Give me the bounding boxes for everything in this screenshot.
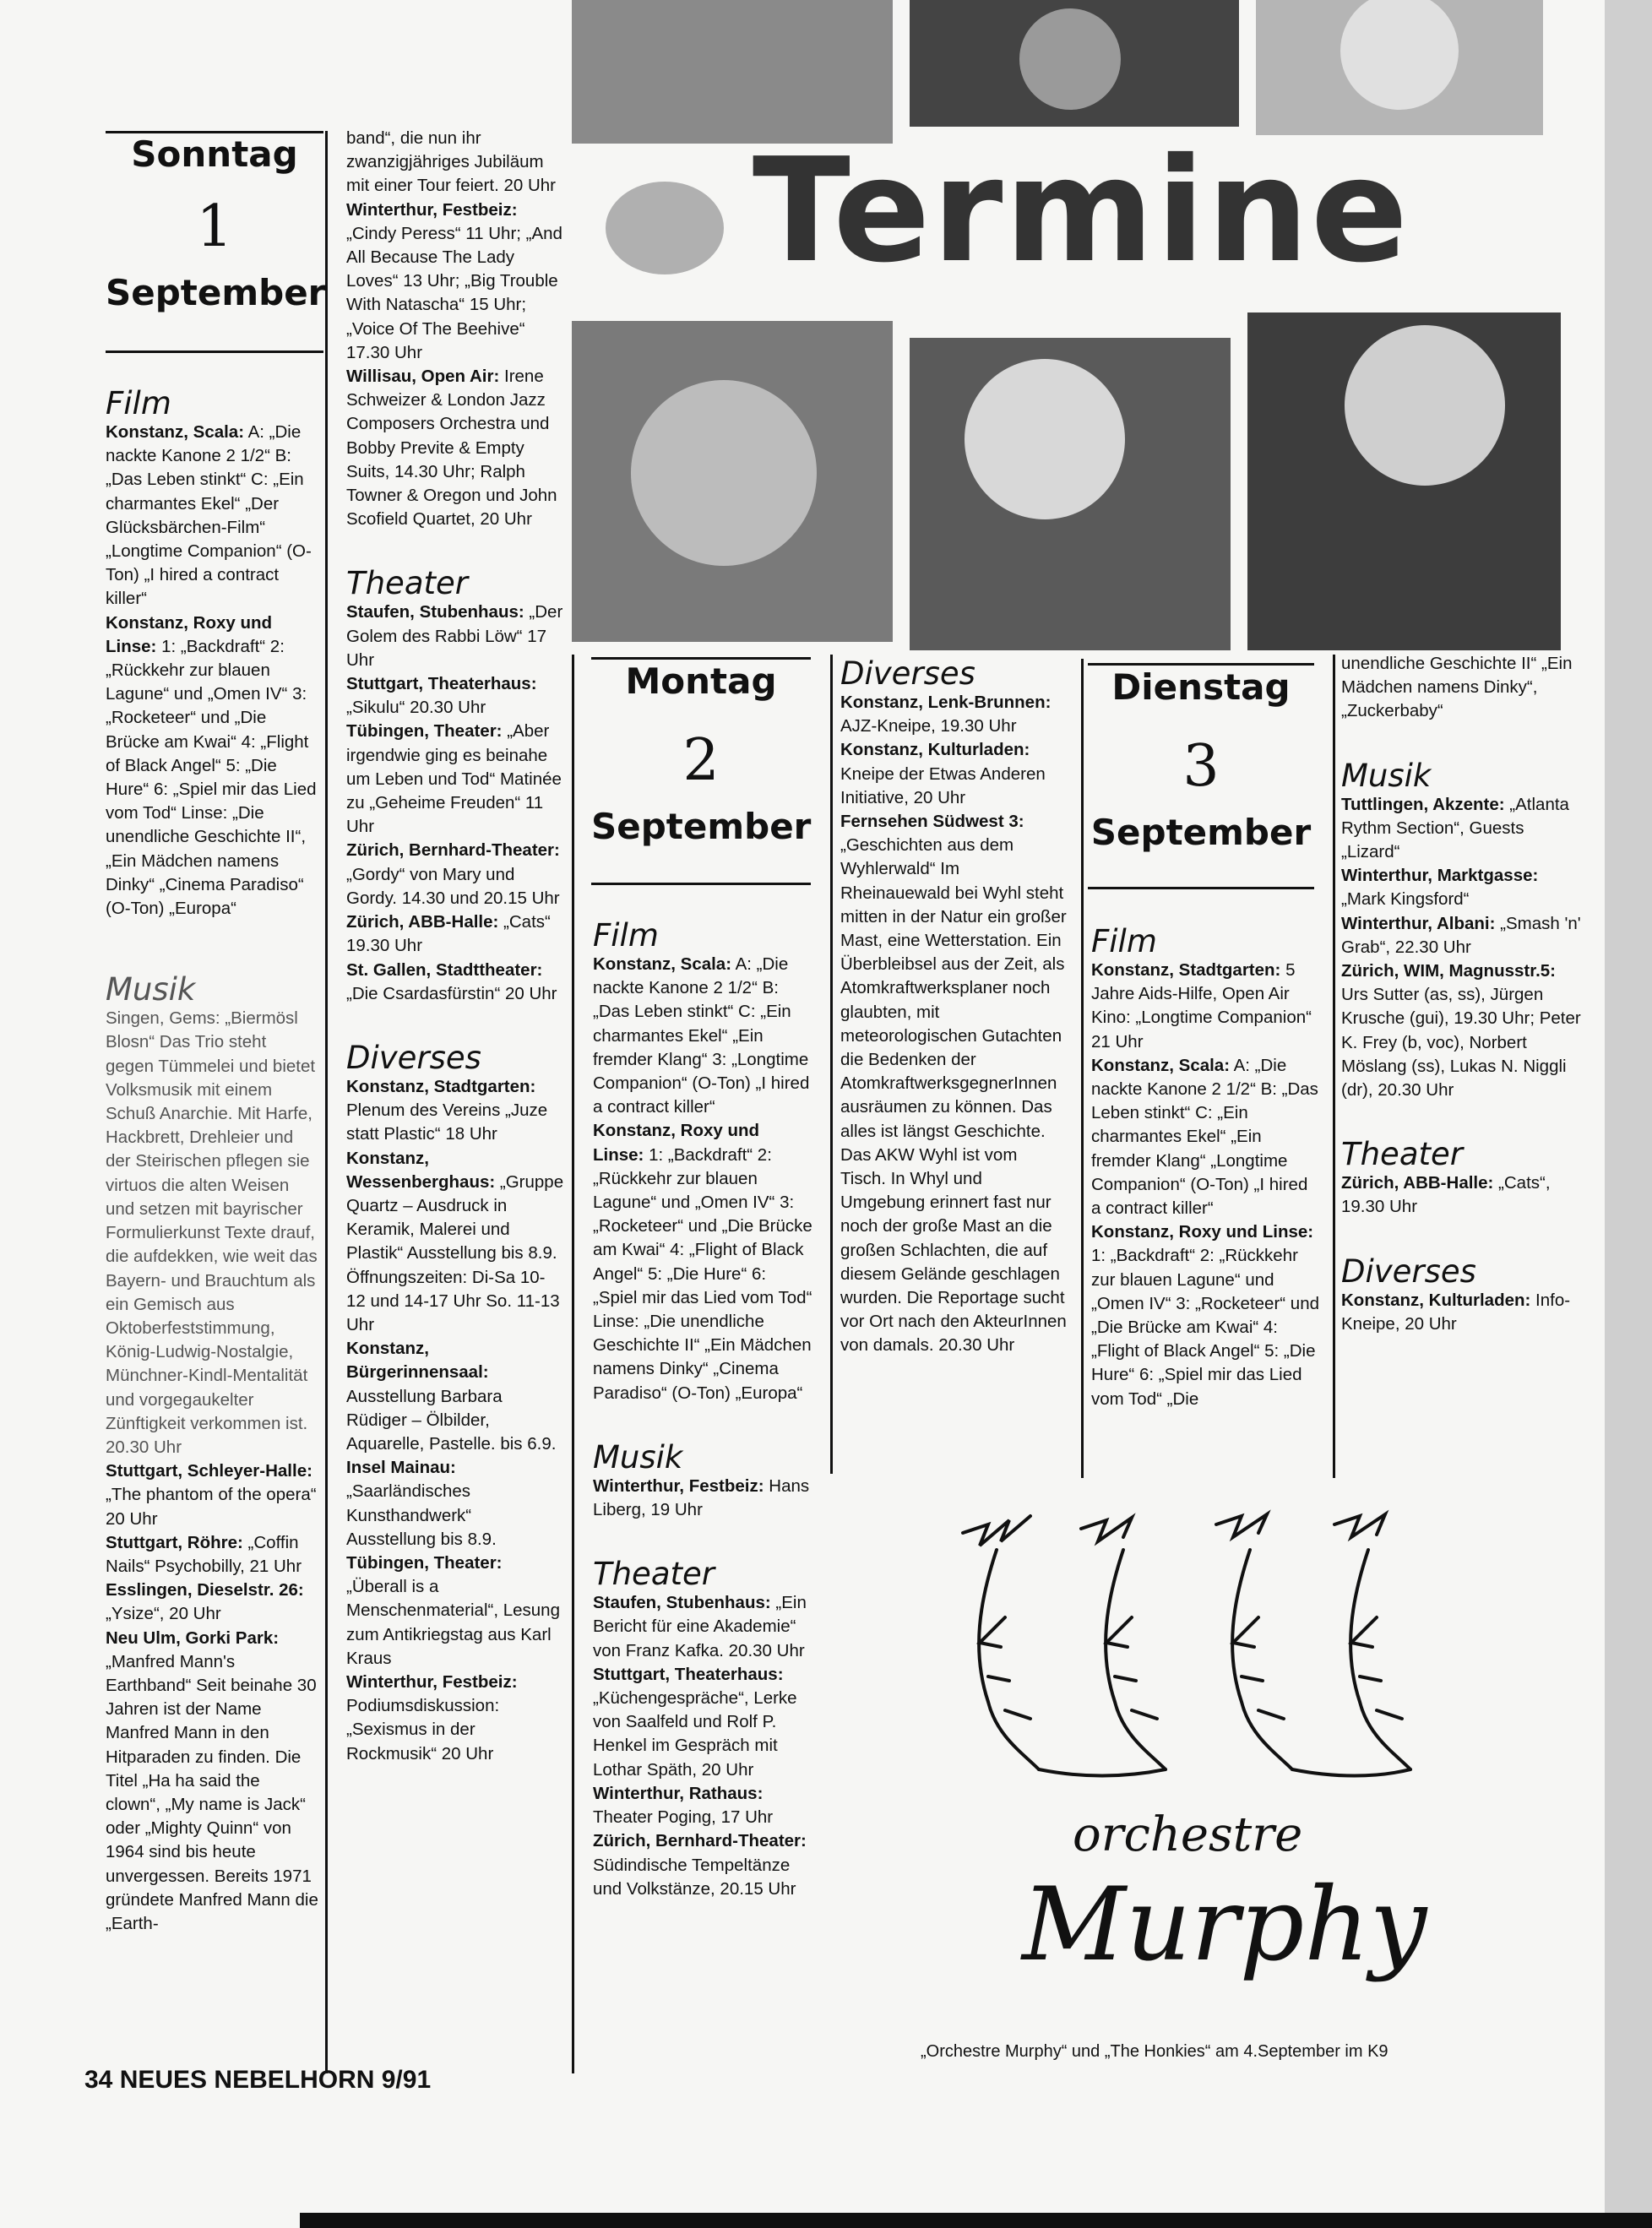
venue-name: Stuttgart, Theaterhaus: — [346, 674, 537, 694]
listing-entry — [346, 365, 564, 531]
listing-text: 5 Jahre Aids-Hilfe, Open Air Kino: „Longtime Companion“ 21 Uhr — [1091, 960, 1312, 1052]
listing-text: A: „Die nackte Kanone 2 1/2“ B: „Das Leben stinkt“ C: „Ein charmantes Ekel“ „Ein fremder Klang“ 3: „Longtime Companion“ (O-Ton) „I hired a contract killer“ — [593, 954, 810, 1117]
listing-entry — [106, 421, 318, 611]
venue-name: Zürich, ABB-Halle: — [346, 912, 499, 932]
section-heading-film: Film — [593, 917, 659, 954]
listing-text: „Coffin Nails“ Psychobilly, 21 Uhr — [106, 1532, 302, 1576]
venue-name: Zürich, Bernhard-Theater: — [346, 840, 560, 861]
listing-text: „Ein Bericht für eine Akademie“ von Franz Kafka. 20.30 Uhr — [593, 1593, 807, 1660]
listing-text: Podiumsdiskussion: „Sexismus in der Rockmusik“ 20 Uhr — [346, 1696, 500, 1763]
section-heading-theater: Theater — [593, 1556, 715, 1593]
listing-text: „Überall is a Menschenmaterial“, Lesung zum Antikriegstag aus Karl Kraus — [346, 1577, 560, 1668]
column-sonntag-2 — [346, 127, 564, 1766]
poster-script-line2: Murphy — [1022, 1867, 1427, 1984]
listing-entry — [840, 810, 1067, 1358]
venue-name: Winterthur, Festbeiz: — [346, 199, 518, 220]
page-edge-shadow — [1605, 0, 1652, 2228]
day-header-rule — [591, 883, 811, 885]
listing-entry — [593, 1782, 814, 1829]
listing-entry — [106, 1579, 318, 1626]
venue-name: Zürich, ABB-Halle: — [1341, 1173, 1494, 1193]
venue-name: Konstanz, Roxy und Linse: — [593, 1121, 760, 1165]
venue-name: Konstanz, Scala: — [106, 422, 245, 442]
listing-text: Ausstellung Barbara Rüdiger – Ölbilder, Aquarelle, Pastelle. bis 6.9. — [346, 1386, 557, 1454]
section-heading-theater: Theater — [1341, 1136, 1463, 1173]
section-heading-diverses: Diverses — [840, 655, 975, 692]
listing-text: Hans Liberg, 19 Uhr — [593, 1475, 810, 1520]
listing-entry — [106, 611, 318, 921]
day-name: Dienstag — [1111, 666, 1291, 708]
section-heading-musik: Musik — [1341, 757, 1432, 794]
listing-text: Südindische Tempeltänze und Volkstänze, 20.15 Uhr — [593, 1855, 796, 1899]
listing-entry — [1341, 1171, 1582, 1219]
venue-name: Neu Ulm, Gorki Park: — [106, 1628, 280, 1648]
listing-text: 1: „Backdraft“ 2: „Rückkehr zur blauen Lagune“ und „Omen IV“ 3: „Rocketeer“ und „Die Brücke am Kwai“ 4: „Flight of Black Angel“ 5: „Die Hure“ 6: „Spiel mir das Lied vom Tod“ „Die — [1091, 1246, 1320, 1409]
listing-text: Theater Poging, 17 Uhr — [593, 1807, 774, 1828]
listing-entry — [593, 1591, 814, 1663]
day-month: September — [1090, 812, 1312, 853]
venue-name: Stuttgart, Schleyer-Halle: — [106, 1461, 312, 1481]
listing-entry — [346, 127, 564, 198]
listing-text: „Aber irgendwie ging es beinahe um Leben und Tod“ Matinée zu „Geheime Freuden“ 11 Uhr — [346, 721, 562, 837]
day-header-rule — [1088, 663, 1314, 666]
venue-name: Fernsehen Südwest 3: — [840, 812, 1024, 832]
listing-text: „Smash 'n' Grab“, 22.30 Uhr — [1341, 913, 1581, 957]
listing-text: Irene Schweizer & London Jazz Composers Orchestra und Bobby Previte & Empty Suits, 14.30 Uhr; Ralph Towner & Oregon und John Scofield Quartet, 20 Uhr — [346, 367, 557, 530]
listing-entry — [346, 1337, 564, 1456]
listing-entry — [346, 1075, 564, 1147]
day-header-dienstag — [1088, 666, 1314, 853]
listing-text: unendliche Geschichte II“ „Ein Mädchen namens Dinky“, „Zuckerbaby“ — [1341, 654, 1573, 721]
listing-text: 1: „Backdraft“ 2: „Rückkehr zur blauen Lagune“ und „Omen IV“ 3: „Rocketeer“ und „Die Brücke am Kwai“ 4: „Flight of Black Angel“ 5: „Die Hure“ 6: „Spiel mir das Lied vom Tod“ Linse: „Die unendliche Geschichte II“ „Ein Mädchen namens Dinky“ „Cinema Paradiso“ (O-Ton) „Europa“ — [593, 1144, 812, 1403]
column-divider — [1081, 659, 1084, 1478]
listing-text: Urs Sutter (as, ss), Jürgen Krusche (gui), 19.30 Uhr; Peter K. Frey (b, voc), Norbert Möslang (ss), Lukas N. Niggli (dr), 20.30 Uhr — [1341, 985, 1581, 1100]
venue-name: Konstanz, Scala: — [593, 954, 732, 974]
section-heading-musik: Musik — [593, 1438, 683, 1475]
listing-text: „Küchengespräche“, Lerke von Saalfeld und Rolf P. Henkel im Gespräch mit Lothar Späth, 20 Uhr — [593, 1688, 797, 1780]
listing-entry — [106, 1007, 318, 1459]
section-heading-theater: Theater — [346, 565, 468, 602]
listing-text: „Manfred Mann's Earthband“ Seit beinahe 30 Jahren ist der Name Manfred Mann in den Hitparaden zu finden. Die Titel „Ha ha said the clown“, „My name is Jack“ oder „Mighty Quinn“ von 1964 sind bis heute unvergessen. Bereits 1971 gründete Manfred Mann die „Earth- — [106, 1651, 318, 1933]
listing-entry — [346, 720, 564, 839]
day-header-montag — [591, 660, 811, 847]
venue-name: Tuttlingen, Akzente: — [1341, 794, 1505, 814]
listing-text: „Atlanta Rythm Section“, Guests „Lizard“ — [1341, 794, 1569, 862]
photo-caption: „Orchestre Murphy“ und „The Honkies“ am 4.September im K9 — [921, 2042, 1388, 2061]
listing-entry — [106, 1531, 318, 1579]
section-heading-film: Film — [106, 385, 171, 421]
listing-entry — [840, 691, 1067, 738]
venue-name: Konstanz, Stadtgarten: — [346, 1076, 536, 1096]
section-heading-musik: Musik — [106, 971, 196, 1008]
listing-text: „Gordy“ von Mary und Gordy. 14.30 und 20.15 Uhr — [346, 864, 560, 908]
venue-name: Konstanz, Roxy und Linse: — [1091, 1222, 1314, 1242]
venue-name: Konstanz, Stadtgarten: — [1091, 960, 1281, 980]
listing-text: „Sikulu“ 20.30 Uhr — [346, 698, 486, 718]
venue-name: Staufen, Stubenhaus: — [346, 602, 524, 622]
column-montag-2 — [840, 657, 1067, 1358]
page-footer: 34 NEUES NEBELHORN 9/91 — [84, 2066, 432, 2094]
poster-script-line1: orchestre — [1073, 1807, 1303, 1862]
listing-text: 1: „Backdraft“ 2: „Rückkehr zur blauen Lagune“ und „Omen IV“ 3: „Rocketeer“ und „Die Brücke am Kwai“ 4: „Flight of Black Angel“ 5: „Die Hure“ 6: „Spiel mir das Lied vom Tod“ Linse: „Die unendliche Geschichte II“, „Ein Mädchen namens Dinky“ „Cinema Paradiso“ (O-Ton) „Europa“ — [106, 636, 317, 919]
listing-text: „Gruppe Quartz – Ausdruck in Keramik, Malerei und Plastik“ Ausstellung bis 8.9. Öffnungszeiten: Di-Sa 10-12 und 14-17 Uhr So. 11-13 Uhr — [346, 1171, 564, 1334]
listing-text: A: „Die nackte Kanone 2 1/2“ B: „Das Leben stinkt“ C: „Ein charmantes Ekel“ „Der Glücksbärchen-Film“ „Longtime Companion“ (O-Ton) „I hired a contract killer“ — [106, 422, 312, 609]
column-dienstag-1 — [1091, 925, 1319, 1411]
listing-text: „Die Csardasfürstin“ 20 Uhr — [346, 983, 557, 1003]
listing-entry — [346, 1551, 564, 1671]
venue-name: Stuttgart, Röhre: — [106, 1532, 243, 1552]
venue-name: Winterthur, Albani: — [1341, 913, 1496, 933]
scan-edge-bar — [300, 2213, 1652, 2228]
venue-name: Winterthur, Festbeiz: — [346, 1671, 518, 1692]
listing-entry — [346, 1147, 564, 1338]
listing-entry — [1091, 1220, 1319, 1411]
listing-entry — [1341, 652, 1582, 724]
day-name: Montag — [625, 660, 777, 702]
venue-name: Konstanz, Bürgerinnensaal: — [346, 1339, 489, 1383]
section-heading-diverses: Diverses — [1341, 1253, 1476, 1290]
listing-text: „Mark Kingsford“ — [1341, 889, 1470, 910]
listing-entry — [1341, 1289, 1582, 1336]
day-month: September — [591, 806, 812, 847]
venue-name: Winterthur, Festbeiz: — [593, 1475, 764, 1496]
listing-entry — [346, 839, 564, 910]
venue-name: Konstanz, Kulturladen: — [1341, 1290, 1531, 1310]
listing-text: band“, die nun ihr zwanzigjähriges Jubiläum mit einer Tour feiert. 20 Uhr — [346, 128, 557, 196]
listing-text: Kneipe der Etwas Anderen Initiative, 20 Uhr — [840, 763, 1046, 807]
venue-name: Tübingen, Theater: — [346, 1552, 503, 1573]
listing-entry — [1341, 912, 1582, 959]
listing-entry — [346, 1456, 564, 1551]
listing-entry — [1091, 959, 1319, 1054]
venue-name: Esslingen, Dieselstr. 26: — [106, 1580, 304, 1600]
column-divider — [1333, 655, 1335, 1478]
venue-name: Insel Mainau: — [346, 1458, 456, 1478]
listing-entry — [1341, 793, 1582, 865]
day-header-rule — [106, 351, 323, 353]
listing-entry — [593, 1119, 814, 1405]
masthead-title: Termine — [752, 128, 1410, 295]
column-divider — [572, 655, 574, 2073]
listing-entry — [346, 910, 564, 958]
listing-text: „The phantom of the opera“ 20 Uhr — [106, 1485, 317, 1529]
listing-entry — [106, 1627, 318, 1937]
listing-text: Info-Kneipe, 20 Uhr — [1341, 1290, 1571, 1334]
listing-entry — [840, 738, 1067, 810]
listing-entry — [346, 959, 564, 1006]
listing-entry — [593, 1475, 814, 1522]
listing-entry — [106, 1459, 318, 1531]
listing-entry — [346, 1671, 564, 1766]
day-month: September — [106, 272, 326, 313]
listing-text: „Ysize“, 20 Uhr — [106, 1604, 221, 1624]
listing-text: Plenum des Vereins „Juze statt Plastic“ 18 Uhr — [346, 1100, 548, 1144]
concert-photo-collage-icon — [572, 0, 1561, 650]
listing-entry — [1341, 959, 1582, 1102]
listing-entry — [1341, 864, 1582, 911]
listing-entry — [593, 953, 814, 1119]
listing-entry — [593, 1829, 814, 1901]
venue-name: Willisau, Open Air: — [346, 367, 500, 387]
listing-entry — [1091, 1054, 1319, 1220]
venue-name: Zürich, Bernhard-Theater: — [593, 1831, 807, 1851]
listing-text: AJZ-Kneipe, 19.30 Uhr — [840, 716, 1017, 736]
venue-name: St. Gallen, Stadttheater: — [346, 959, 543, 980]
venue-name: Winterthur, Rathaus: — [593, 1783, 764, 1803]
venue-name: Zürich, WIM, Magnusstr.5: — [1341, 961, 1556, 981]
listing-text: „Cats“ 19.30 Uhr — [346, 912, 551, 956]
day-number: 1 — [196, 193, 233, 260]
column-divider — [830, 655, 833, 1474]
section-heading-diverses: Diverses — [346, 1039, 481, 1076]
venue-name: Stuttgart, Theaterhaus: — [593, 1664, 784, 1684]
column-montag-1 — [593, 919, 814, 1901]
day-number: 3 — [1182, 733, 1220, 800]
day-name: Sonntag — [131, 133, 298, 175]
listing-text: A: „Die nackte Kanone 2 1/2“ B: „Das Leben stinkt“ C: „Ein charmantes Ekel“ „Ein fremder Klang“ „Longtime Companion“ (O-Ton) „I hired a contract killer“ — [1091, 1055, 1318, 1219]
day-number: 2 — [682, 727, 720, 794]
venue-name: Tübingen, Theater: — [346, 721, 503, 742]
listing-text: „Cats“, 19.30 Uhr — [1341, 1173, 1551, 1217]
listing-text: „Der Golem des Rabbi Löw“ 17 Uhr — [346, 602, 563, 670]
day-header-rule — [591, 657, 811, 660]
listing-entry — [346, 600, 564, 672]
venue-name: Konstanz, Wessenberghaus: — [346, 1148, 496, 1192]
listing-text: „Saarländisches Kunsthandwerk“ Ausstellung bis 8.9. — [346, 1481, 497, 1549]
listing-entry — [346, 672, 564, 720]
venue-name: Konstanz, Kulturladen: — [840, 740, 1030, 760]
venue-name: Winterthur, Marktgasse: — [1341, 866, 1539, 886]
listing-entry — [593, 1663, 814, 1782]
listing-text: „Cindy Peress“ 11 Uhr; „And All Because The Lady Loves“ 13 Uhr; „Big Trouble With Natascha“ 15 Uhr; „Voice Of The Beehive“ 17.30 Uhr — [346, 223, 562, 362]
venue-name: Konstanz, Roxy und Linse: — [106, 612, 273, 656]
column-sonntag-1 — [106, 387, 318, 1936]
column-dienstag-2 — [1341, 652, 1582, 1336]
venue-name: Staufen, Stubenhaus: — [593, 1593, 771, 1613]
column-divider — [325, 131, 328, 2073]
venue-name: Konstanz, Scala: — [1091, 1055, 1231, 1075]
day-header-rule — [1088, 887, 1314, 889]
listing-text: „Geschichten aus dem Wyhlerwald“ Im Rheinauewald bei Wyhl steht mitten in der Natur ein großer Mast, eine Wetterstation. Ein Überbleibsel aus der Zeit, als Atomkraftwerksplaner noch glaubten, mit meteorologischen Gutachten die Bedenken der AtomkraftwerksgegnerInnen ausräumen zu können. Das alles ist längst Geschichte. Das AKW Wyhl ist vom Tisch. In Whyl und Umgebung erinnert fast nur noch der große Mast an die großen Schlachten, die auf diesem Gelände geschlagen wurden. Die Reportage sucht vor Ort nach den AkteurInnen von damals. 20.30 Uhr — [840, 835, 1067, 1356]
section-heading-film: Film — [1091, 923, 1157, 959]
listing-entry — [346, 198, 564, 365]
listing-text: Singen, Gems: „Biermösl Blosn“ Das Trio steht gegen Tümmelei und bietet Volksmusik mit einem Schuß Anarchie. Mit Harfe, Hackbrett, Drehleier und der Steirischen pflegen sie virtuos die alten Weisen und setzen mit bayrischer Formulierkunst Texte drauf, die aufdekken, wie weit das Bayern- und Brauchtum als ein Gemisch aus Oktoberfeststimmung, König-Ludwig-Nostalgie, Münchner-Kindl-Mentalität und vorgegaukelter Zünftigkeit verkommen ist. 20.30 Uhr — [106, 1008, 318, 1457]
day-header-sonntag — [106, 133, 326, 313]
venue-name: Konstanz, Lenk-Brunnen: — [840, 693, 1052, 712]
